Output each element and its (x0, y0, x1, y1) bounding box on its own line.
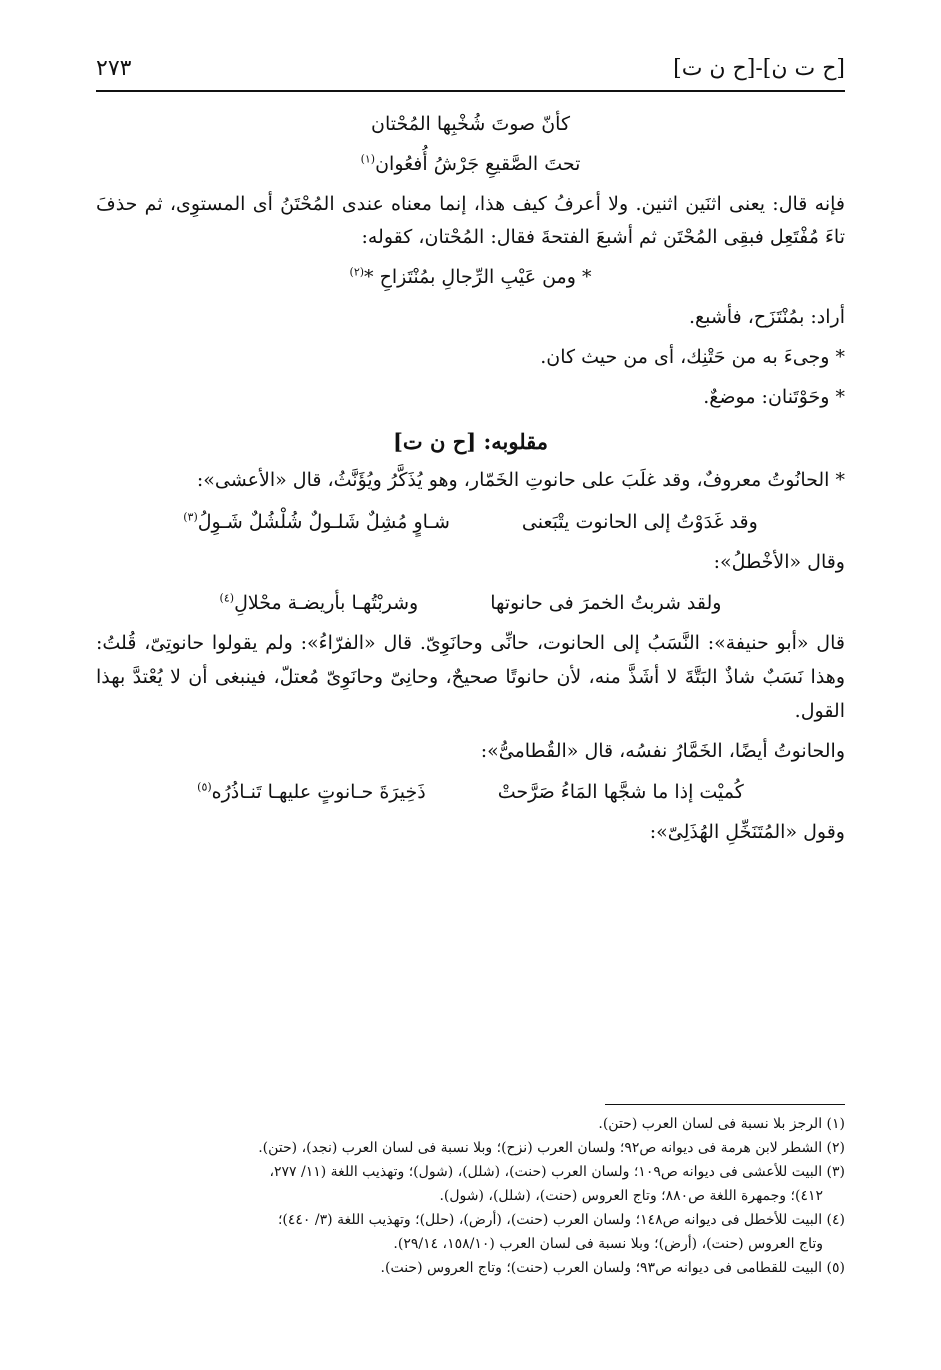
footnote: (٥) البيت للقطامى فى ديوانه ص٩٣؛ ولسان العرب (حنت)؛ وتاج العروس (حنت). (380, 1260, 845, 1277)
paragraph: وقال «الأخْطلُ»: (713, 550, 845, 573)
page-number: ٢٧٣ (96, 55, 132, 81)
paragraph: وقول «المُتَنَخِّلِ الهُذَلِىّ»: (649, 821, 845, 844)
running-title: [ح ت ن]-[ح ن ت] (673, 55, 845, 81)
paragraph: * وحَوْتَنان: موضعٌ. (703, 385, 845, 408)
paragraph: والحانوتُ أيضًا، الخَمَّارُ نفسُه، قال «القُطامىُّ»: (480, 739, 845, 762)
page-header (96, 48, 845, 88)
paragraph: * الحانُوتُ معروفٌ، وقد غلَبَ على حانوتِ الخَمّار، وهو يُذَكَّرُ ويُؤَنَّثُ، قال «الأعشى»: (196, 468, 845, 491)
paragraph: * وجىءَ به من حَتْنِك، أى من حيث كان. (540, 345, 845, 368)
verse-couplet (96, 587, 845, 621)
hemistich-first: كُميْت إذا ما شجَّها المَاءُ صَرَّحتْ (497, 781, 744, 804)
footnote-continuation: ٤١٢)؛ وجمهرة اللغة ص٨٨٠؛ وتاج العروس (حنت)، (شلل)، (شول). (439, 1188, 823, 1205)
footnote-ref: (٥) (197, 781, 212, 795)
footnotes (96, 1112, 845, 1281)
header-rule (96, 90, 845, 92)
paragraph: أراد: بمُنْتَزَح، فأشبع. (689, 306, 845, 329)
hemistich-second: ذَخِيرَةَ حـانوتٍ عليهـا تَنـاذُرُه$^{(٥)}$ (197, 781, 426, 804)
hemistich-second: وشربْتُهـا بأريضـة محْلالِ$^{(٤)}$ (219, 591, 419, 615)
footnote-ref: (١) (360, 152, 376, 166)
hemistich-first: وقد غَدَوْتُ إلى الحانوت يتْبَعنى (521, 510, 758, 533)
footnote-ref: (٣) (183, 510, 198, 524)
footnote: (٣) البيت للأعشى فى ديوانه ص١٠٩؛ ولسان العرب (حنت)، (شلل)، (شول)؛ وتهذيب اللغة (١١/ ٢٧٧، (269, 1164, 845, 1181)
main-text (96, 108, 845, 856)
footnote-ref: (٢) (349, 265, 365, 279)
verse-line: كأنّ صوتَ شُخْبِها المُحْتان (371, 113, 570, 135)
paragraph: فإنه قال: يعنى اثنَين اثنين. ولا أعرفُ كيف هذا، إنما معناه عندى المُحْتَنُ أى المستوِى، ثم حذفَ تاءَ مُفْتَعِل فبقِى المُحْتَن ثم أشبعَ الفتحةَ فقال: المُحْتان، كقوله: (96, 192, 845, 249)
footnote: (٤) البيت للأخطل فى ديوانه ص١٤٨؛ ولسان العرب (حنت)، (أرض)، (حلل)؛ وتهذيب اللغة (٣/ ٤٤٠)؛ (277, 1212, 845, 1229)
verse-line: * ومن عَيْبِ الرِّجالِ بمُنْتَزاحِ *$^{(٢)}$ (349, 265, 592, 289)
paragraph: قال «أبو حنيفة»: النَّسَبُ إلى الحانوت، حانِّى وحانَوِىّ. قال «الفرّاءُ»: ولم يقولوا حانوتِىّ، قُلتُ: وهذا نَسَبٌ شاذٌ البَتَّةَ لا أشَذَّ منه، لأن حانوتًا صحيحٌ، وحانِىّ وحانَوِىّ مُعتلّ، فينبغى أن لا يُعْتدَّ بهذا القول. (96, 632, 845, 722)
footnote: (٢) الشطر لابن هرمة فى ديوانه ص٩٢؛ ولسان العرب (نزح)؛ وبلا نسبة فى لسان العرب (نجد)، (حتن). (258, 1140, 845, 1157)
footnote-rule (605, 1104, 845, 1105)
hemistich-first: ولقد شربتُ الخمرَ فى حانوتها (490, 592, 722, 615)
footnote: (١) الرجز بلا نسبة فى لسان العرب (حتن). (598, 1116, 845, 1132)
footnote-continuation: وتاج العروس (حنت)، (أرض)؛ وبلا نسبة فى لسان العرب (١٥٨/١٠، ٢٩/١٤). (393, 1236, 823, 1253)
section-heading: مقلوبه: [ح ن ت] (392, 428, 549, 454)
footnote-ref: (٤) (219, 591, 235, 605)
hemistich-second: شـاوٍ مُشِلٌ شَلـولٌ شُلْشُلٌ شَـوِلُ$^{(٣)}$ (183, 510, 450, 533)
verse-line: تحتَ الصَّقيعِ جَرْشُ أُفعُوان$^{(١)}$ (360, 152, 581, 175)
verse-couplet (96, 506, 845, 540)
verse-couplet (96, 776, 845, 810)
